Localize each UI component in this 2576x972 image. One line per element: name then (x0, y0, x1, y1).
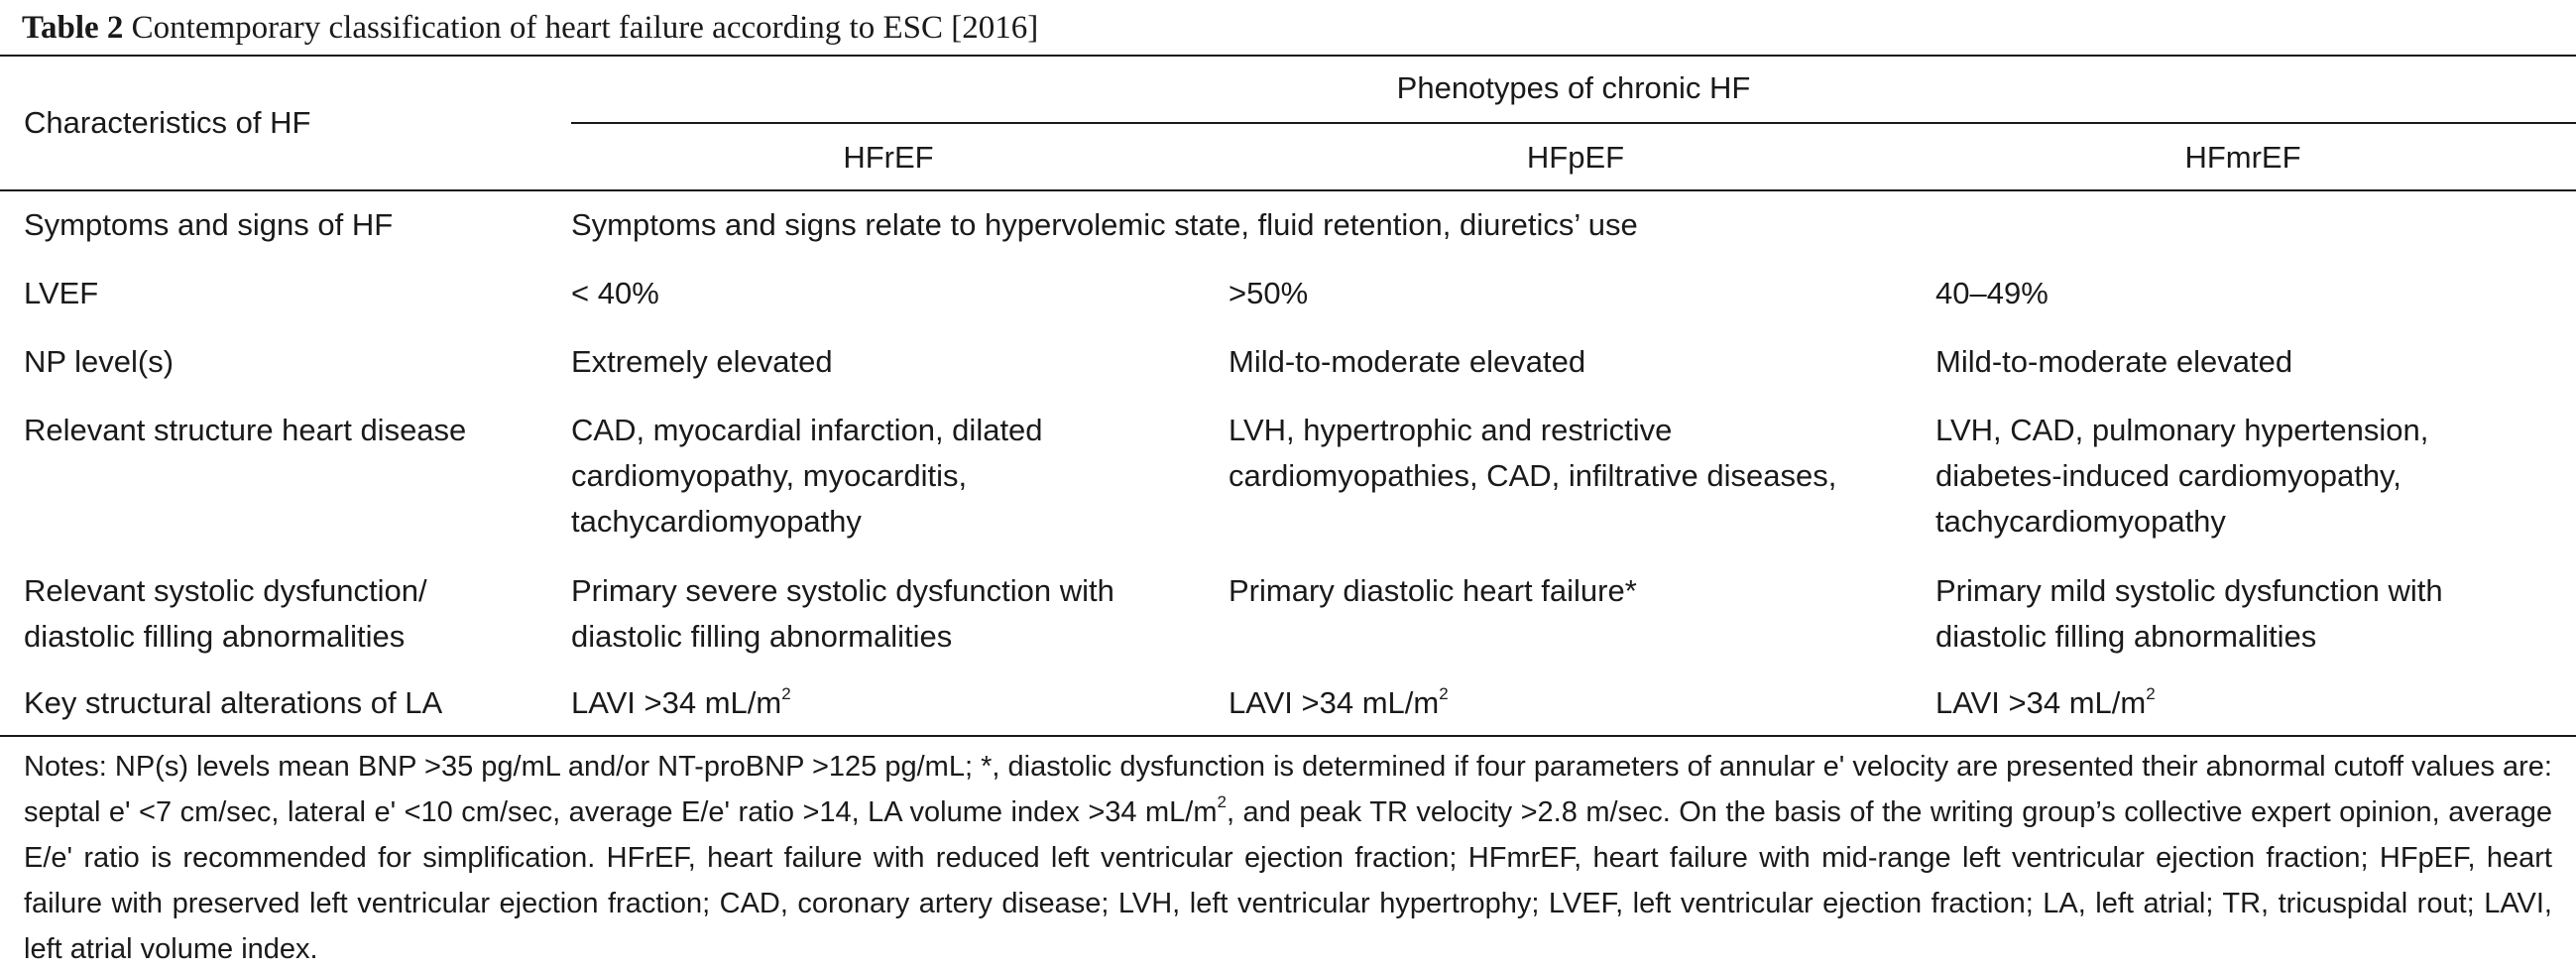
table-notes (24, 744, 2552, 972)
table-cell: Primary diastolic heart failure* (1229, 573, 1637, 608)
row-label: LVEF (24, 276, 99, 310)
header-hfref: HFrEF (843, 140, 934, 175)
cell-line: diastolic filling abnormalities (24, 619, 406, 654)
row-label: NP level(s) (24, 344, 175, 379)
row-label (24, 568, 427, 660)
cell-line: tachycardiomyopathy (571, 504, 862, 539)
table-title: Contemporary classification of heart failure according to ESC [2016] (131, 10, 1039, 46)
table-cell (571, 680, 791, 726)
table-cell: Extremely elevated (571, 344, 833, 379)
cell-line: Relevant systolic dysfunction/ (24, 573, 427, 608)
row-span-cell: Symptoms and signs relate to hypervolemic state, fluid retention, diuretics’ use (571, 207, 1638, 242)
cell-line: diastolic filling abnormalities (1935, 619, 2317, 654)
table-cell (1229, 680, 1449, 726)
cell-line: LVH, hypertrophic and restrictive (1229, 413, 1673, 447)
table-cell: < 40% (571, 276, 659, 310)
table-cell (1935, 568, 2443, 660)
table-cell (1935, 680, 2156, 726)
table-label: Table 2 (22, 10, 124, 46)
notes-text-continued: , and peak TR velocity >2.8 m/sec. On the basis of the writing group’s collective expert opinion, average E/e' ratio is recommended for simplification. HFrEF, heart failure with reduced left ventricular ejection fraction; HFmrEF, heart failure with mid-range left ventricular ejection fraction; HFpEF, heart failure with preserved left ventricular ejection fraction; CAD, coronary artery disease; LVH, left ventricular hypertrophy; LVEF, left ventricular ejection fraction; LA, left atrial; TR, tricuspidal rout; LAVI, left atrial volume index. (24, 796, 2553, 965)
phenotypes-rule (571, 122, 2576, 124)
lavi-superscript: 2 (781, 684, 791, 703)
lavi-value: LAVI >34 mL/m (571, 685, 782, 720)
header-hfmref: HFmrEF (2184, 140, 2301, 175)
table-cell (1935, 408, 2428, 545)
cell-line: CAD, myocardial infarction, dilated (571, 413, 1043, 447)
table-cell (1229, 408, 1836, 499)
cell-line: Primary mild systolic dysfunction with (1935, 573, 2443, 608)
cell-line: LVH, CAD, pulmonary hypertension, (1935, 413, 2429, 447)
header-characteristics: Characteristics of HF (24, 105, 311, 140)
notes-text: Notes: NP(s) levels mean BNP >35 pg/mL and/or NT-proBNP >125 pg/mL; *, diastolic dysfunction is determined if four parameters of annular e' velocity are presented their abnormal cutoff values are: septal e' <7 cm/sec, lateral e' <10 cm/sec, average E/e' ratio >14, LA volume index >34 mL/m (24, 751, 2552, 828)
lavi-value: LAVI >34 mL/m (1229, 685, 1440, 720)
notes-superscript: 2 (1217, 792, 1227, 811)
table-cell: Mild-to-moderate elevated (1935, 344, 2293, 379)
cell-line: Primary severe systolic dysfunction with (571, 573, 1114, 608)
lavi-superscript: 2 (2146, 684, 2156, 703)
table-cell: 40–49% (1935, 276, 2049, 310)
row-label: Key structural alterations of LA (24, 685, 443, 720)
cell-line: diabetes-induced cardiomyopathy, (1935, 458, 2401, 493)
row-label: Relevant structure heart disease (24, 413, 467, 447)
cell-line: tachycardiomyopathy (1935, 504, 2226, 539)
cell-line: diastolic filling abnormalities (571, 619, 953, 654)
table-cell: Mild-to-moderate elevated (1229, 344, 1586, 379)
table-top-rule (0, 55, 2576, 57)
cell-line: cardiomyopathies, CAD, infiltrative diseases, (1229, 458, 1837, 493)
lavi-superscript: 2 (1439, 684, 1449, 703)
table-bottom-rule (0, 735, 2576, 737)
lavi-value: LAVI >34 mL/m (1935, 685, 2147, 720)
table-cell: >50% (1229, 276, 1309, 310)
header-hfpef: HFpEF (1526, 140, 1625, 175)
row-label: Symptoms and signs of HF (24, 207, 394, 242)
cell-line: cardiomyopathy, myocarditis, (571, 458, 968, 493)
header-bottom-rule (0, 189, 2576, 191)
header-phenotypes: Phenotypes of chronic HF (1396, 70, 1751, 105)
table-cell (571, 568, 1114, 660)
table-caption (22, 6, 1038, 50)
table-cell (571, 408, 1043, 545)
